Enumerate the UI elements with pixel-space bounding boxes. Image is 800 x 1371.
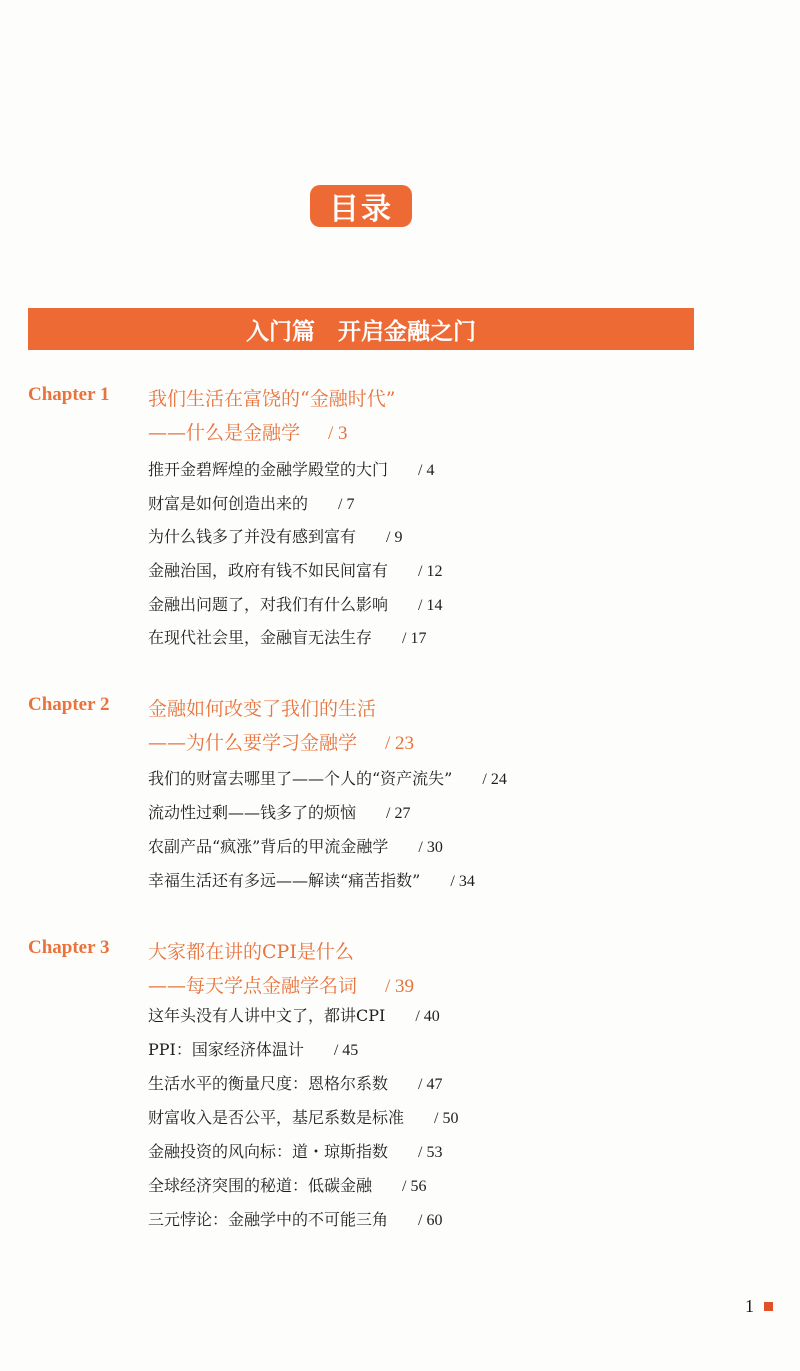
chapter-title[interactable]: 大家都在讲的CPI是什么 — [148, 941, 354, 963]
chapter-label: Chapter 3 — [28, 937, 110, 958]
toc-entry[interactable]: 财富收入是否公平，基尼系数是标准 / 50 — [148, 1108, 459, 1127]
chapter-subtitle[interactable]: ——什么是金融学 / 3 — [148, 422, 348, 444]
toc-entry[interactable]: 金融出问题了，对我们有什么影响 / 14 — [148, 595, 443, 614]
chapter-label: Chapter 2 — [28, 694, 110, 715]
toc-entry[interactable]: 推开金碧辉煌的金融学殿堂的大门 / 4 — [148, 460, 435, 479]
chapter-title[interactable]: 我们生活在富饶的“金融时代” — [148, 388, 396, 410]
part-banner: 入门篇 开启金融之门 — [28, 308, 694, 350]
page-marker-icon — [764, 1302, 773, 1311]
chapter-subtitle[interactable]: ——为什么要学习金融学 / 23 — [148, 732, 415, 754]
toc-entry[interactable]: 农副产品“疯涨”背后的甲流金融学 / 30 — [148, 837, 443, 856]
page-number — [745, 1296, 773, 1317]
toc-entry[interactable]: 这年头没有人讲中文了，都讲CPI / 40 — [148, 1006, 440, 1025]
toc-entry[interactable]: 幸福生活还有多远——解读“痛苦指数” / 34 — [148, 871, 475, 890]
toc-entry[interactable]: 流动性过剩——钱多了的烦恼 / 27 — [148, 803, 411, 822]
chapter-label: Chapter 1 — [28, 384, 110, 405]
toc-entry[interactable]: 三元悖论：金融学中的不可能三角 / 60 — [148, 1210, 443, 1229]
toc-entry[interactable]: 我们的财富去哪里了——个人的“资产流失” / 24 — [148, 769, 507, 788]
chapter-subtitle[interactable]: ——每天学点金融学名词 / 39 — [148, 975, 415, 997]
toc-entry[interactable]: 财富是如何创造出来的 / 7 — [148, 494, 355, 513]
chapter-page: / 39 — [385, 976, 415, 997]
chapter-page: / 3 — [328, 423, 348, 444]
toc-entry[interactable]: 金融投资的风向标：道・琼斯指数 / 53 — [148, 1142, 443, 1161]
toc-entry[interactable]: 全球经济突围的秘道：低碳金融 / 56 — [148, 1176, 427, 1195]
chapter-page: / 23 — [385, 733, 415, 754]
toc-entry[interactable]: 在现代社会里，金融盲无法生存 / 17 — [148, 628, 427, 647]
page-number-text: 1 — [745, 1296, 754, 1316]
toc-title: 目录 — [310, 185, 412, 227]
toc-entry[interactable]: 为什么钱多了并没有感到富有 / 9 — [148, 527, 403, 546]
chapter-title[interactable]: 金融如何改变了我们的生活 — [148, 698, 377, 720]
toc-entry[interactable]: PPI：国家经济体温计 / 45 — [148, 1040, 359, 1059]
toc-entry[interactable]: 生活水平的衡量尺度：恩格尔系数 / 47 — [148, 1074, 443, 1093]
toc-entry[interactable]: 金融治国，政府有钱不如民间富有 / 12 — [148, 561, 443, 580]
